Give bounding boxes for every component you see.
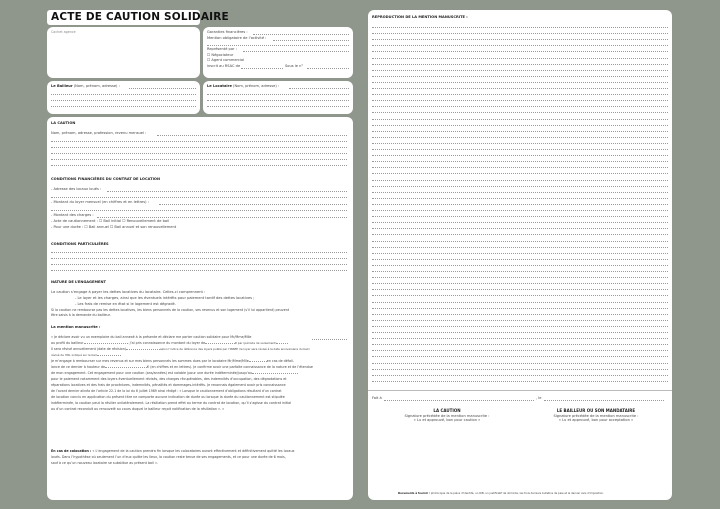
handwriting-line[interactable] [372,326,668,327]
handwriting-line[interactable] [372,228,668,229]
handwriting-line[interactable] [372,82,668,83]
represente-line[interactable] [243,51,349,52]
cp-line-3[interactable] [51,264,347,265]
handwriting-line[interactable] [372,253,668,254]
mention-activite-line[interactable] [273,40,349,41]
handwriting-line[interactable] [372,131,668,132]
cp-line-4[interactable] [51,270,347,271]
handwriting-line[interactable] [372,58,668,59]
handwriting-line[interactable] [372,222,668,223]
handwriting-line[interactable] [372,45,668,46]
conditions-part-heading: CONDITIONS PARTICULIÈRES [51,242,109,246]
handwriting-line[interactable] [372,155,668,156]
handwriting-line[interactable] [372,180,668,181]
mention-l13: ou d’un contrat reconduit ou renouvelé au cours duquel le bailleur reçoit notification de la résiliation ». » [51,407,225,411]
handwriting-line[interactable] [372,149,668,150]
mention-l11: de location conclu en application du présent titre ne comporte aucune indication de durée ou lorsque la durée du cautionnement est stipulée [51,395,285,399]
rsac-line[interactable] [241,68,283,69]
handwriting-line[interactable] [372,277,668,278]
handwriting-line[interactable] [372,308,668,309]
handwriting-line[interactable] [372,39,668,40]
checkbox-icon[interactable]: ☐ [98,219,103,223]
handwriting-line[interactable] [372,70,668,71]
nature-p1: La caution s’engage à payer les dettes locatives du locataire. Celles-ci comprennent : [51,290,206,294]
mention-activite-label: Mention obligatoire de l’activité : [207,35,267,40]
agency-stamp-box [47,27,200,78]
cp-line-1[interactable] [51,252,347,253]
locataire-line-1[interactable] [289,88,349,89]
bailleur-line-4[interactable] [51,106,196,107]
handwriting-line[interactable] [372,112,668,113]
bailleur-heading: Le Bailleur (Nom, prénom, adresse) : [51,84,120,88]
locataire-heading: Le Locataire (Nom, prénom, adresse) : [207,84,280,88]
mention-l2: au profit du bailleur . J’ai pris connaissance du montant du loyer de € par (période de versement) [51,341,288,346]
handwriting-line[interactable] [372,161,668,162]
main-form-panel [47,117,353,500]
mention-l9: réparations locatives et des frais de procédures, indemnités, pénalités et dommages-intérêts. Je reconnais également avoir pris connaissance [51,383,286,387]
colocation-l3: sauf à ce qu’un nouveau locataire se substitue au présent bail ». [51,461,159,465]
reproduction-heading: REPRODUCTION DE LA MENTION MANUSCRITE : [372,15,468,19]
handwriting-line[interactable] [372,241,668,242]
duree-row: - Pour une durée : ☐ Bail annuel ☐ Bail annuel et son renouvellement [51,225,177,229]
handwriting-line[interactable] [372,119,668,120]
nature-heading: NATURE DE L’ENGAGEMENT [51,280,106,284]
mention-l7: de mon engagement. Cet engagement pour une caution (ans/années) est valable (pour une durée indéterminée/jusqu’au [51,371,298,376]
bailleur-line-3[interactable] [51,100,196,101]
represente-label: Représenté par : [207,47,237,51]
agency-info-box [203,27,353,78]
cachet-label: Cachet agence [51,30,76,34]
handwriting-line[interactable] [372,173,668,174]
handwriting-line[interactable] [372,314,668,315]
checkbox-icon[interactable]: ☐ [207,58,211,62]
opt-negociateur[interactable]: ☐ Négociateur [207,52,234,57]
mention-l1: « Je déclare avoir vu un exemplaire du bail annexé à la présente et déclare me porter caution solidaire pour Mr/Mme/Mlle [51,335,252,339]
handwriting-line[interactable] [372,247,668,248]
caution-field-label: Nom, prénom, adresse, profession, revenu mensuel : [51,131,147,135]
handwriting-line[interactable] [372,106,668,107]
nature-p4: Si la caution ne rembourse pas les dettes locatives, les biens personnels de la caution, ses revenus et son logement (s’il lui appartient) peuvent [51,308,290,312]
mention-l5: Je m’engage à rembourser sur mes revenus et sur mes biens personnels les sommes dues par le locataire Mr/Mme/Mlle en cas de défail- [51,359,295,363]
handwriting-line[interactable] [372,295,668,296]
handwriting-line[interactable] [372,76,668,77]
signature-caution[interactable]: LA CAUTION Signature précédée de la mention manuscrite : « Lu et approuvé, bon pour caution » [404,408,490,423]
locataire-line-2[interactable] [207,94,349,95]
mention-l12: indéterminée, la caution peut la résilier unilatéralement. La résiliation prend effet au terme du contrat de location, qu’il s’agisse du contrat initial [51,401,292,405]
loyer-label: - Montant du loyer mensuel (en chiffres et en lettres) : [51,200,149,204]
caution-heading: LA CAUTION [51,121,76,125]
handwriting-line[interactable] [372,338,668,339]
handwriting-line[interactable] [372,344,668,345]
bailleur-line-2[interactable] [51,94,196,95]
opt-agent-commercial[interactable]: ☐ Agent commercial [207,58,245,62]
handwriting-line[interactable] [372,204,668,205]
mention-l6: lance de ce dernier à hauteur de € (en chiffres et en lettres). Je confirme avoir une parfaite connaissance de la nature et de l’étendue [51,365,313,369]
handwriting-line[interactable] [372,320,668,321]
handwriting-line[interactable] [372,64,668,65]
handwriting-line[interactable] [372,192,668,193]
handwriting-line[interactable] [372,283,668,284]
handwriting-line[interactable] [372,332,668,333]
page-title: ACTE DE CAUTION SOLIDAIRE [51,11,229,23]
nature-p3: - Les frais de remise en état si le logement est dégradé. [75,302,176,306]
loyer-line[interactable] [159,204,347,205]
le-label: , le [536,396,542,400]
checkbox-icon[interactable]: ☐ [109,225,114,229]
handwriting-line[interactable] [372,265,668,266]
nature-p2: - Le loyer et les charges, ainsi que les éventuels intérêts pour paiement tardif des dettes locatives ; [75,296,255,300]
caution-line-2[interactable] [51,141,347,142]
caution-line-3[interactable] [51,147,347,148]
sous-no-label: Sous le n° [285,63,304,68]
mention-l3: Il sera révisé annuellement (date de révision) selon l’indice de référence des loyers publié par l’INSEE (le loyer sera révisé à la date anniversaire du bail) [51,347,310,351]
cp-line-2[interactable] [51,258,347,259]
panel-divider [368,390,672,391]
checkbox-icon[interactable]: ☐ [122,219,126,223]
handwriting-line[interactable] [372,259,668,260]
mention-l4: révisé de l’IRL indiqué sur le bail [51,353,121,358]
documents-note: Documents à fournir : photocopie de la pièce d’identité, un RIB, un justificatif de domicile, les trois derniers bulletins de paie et le dernier avis d’imposition. [398,492,604,495]
colocation-l1: En cas de colocation : « L’engagement de la caution prendra fin lorsque les colocataires auront effectivement et définitivement quitté les locaux [51,449,295,453]
locataire-line-3[interactable] [207,100,349,101]
bailleur-box [47,81,200,114]
adresse-line-2[interactable] [51,197,347,198]
handwriting-line[interactable] [372,375,668,376]
caution-line-6[interactable] [51,165,347,166]
handwriting-lines[interactable] [372,27,668,387]
checkbox-icon[interactable]: ☐ [207,52,211,57]
locataire-line-4[interactable] [207,106,349,107]
fait-a-line[interactable] [384,400,534,401]
mention-l1-line[interactable] [312,339,347,340]
caution-line-5[interactable] [51,159,347,160]
handwriting-line[interactable] [372,234,668,235]
handwriting-line[interactable] [372,210,668,211]
handwriting-line[interactable] [372,363,668,364]
nature-p5: être saisis à la demande du bailleur. [51,313,111,317]
handwriting-line[interactable] [372,100,668,101]
handwriting-line[interactable] [372,369,668,370]
colocation-l2: loués. Dans l’hypothèse où seulement l’un d’eux quitte les lieux, la caution reste tenue de ses engagements, et ce pour une durée de 6 mois, [51,455,286,459]
conditions-fin-heading: CONDITIONS FINANCIÈRES DU CONTRAT DE LOCATION [51,177,160,181]
caution-line-1[interactable] [157,135,347,136]
handwriting-line[interactable] [372,137,668,138]
mention-l8: pour le paiement notamment des loyers éventuellement révisés, des charges récupérables, des indemnités d’occupation, des dégradations et [51,377,287,381]
charges-label: - Montant des charges : [51,213,94,217]
handwriting-line[interactable] [372,27,668,28]
handwriting-line[interactable] [372,125,668,126]
handwriting-line[interactable] [372,51,668,52]
rsac-number-line[interactable] [307,68,349,69]
fait-a-label: Fait à [372,396,382,400]
handwriting-line[interactable] [372,350,668,351]
handwriting-line[interactable] [372,198,668,199]
handwriting-line[interactable] [372,302,668,303]
mention-heading: La mention manuscrite : [51,325,101,329]
handwriting-line[interactable] [372,33,668,34]
signature-bailleur[interactable]: LE BAILLEUR OU SON MANDATAIRE Signature précédée de la mention manuscrite : « Lu et approuvé, bon pour acceptation » [553,408,639,423]
garanties-label: Garanties financières : [207,30,248,34]
caution-line-4[interactable] [51,153,347,154]
charges-line[interactable] [97,217,347,218]
bailleur-line-1[interactable] [129,88,196,89]
agency-line[interactable] [207,45,349,46]
handwriting-line[interactable] [372,94,668,95]
inscrit-label: inscrit au RSAC de [207,63,241,68]
handwriting-line[interactable] [372,271,668,272]
handwriting-line[interactable] [372,289,668,290]
handwriting-line[interactable] [372,356,668,357]
loyer-line-2[interactable] [51,210,347,211]
adresse-label: - Adresse des locaux loués : [51,187,102,191]
locataire-box [203,81,353,114]
acte-cautionnement-row: - Acte de cautionnement : ☐ Bail initial ☐ Renouvellement de bail [51,219,170,223]
handwriting-line[interactable] [372,143,668,144]
handwriting-line[interactable] [372,88,668,89]
handwriting-line[interactable] [372,216,668,217]
handwriting-line[interactable] [372,167,668,168]
date-line[interactable] [544,400,664,401]
handwriting-line[interactable] [372,186,668,187]
checkbox-icon[interactable]: ☐ [84,225,88,229]
handwritten-reproduction-panel [368,10,672,500]
handwriting-line[interactable] [372,381,668,382]
adresse-line[interactable] [107,191,347,192]
mention-l10: de l’avant dernier alinéa de l’article 22-1 de la loi du 6 juillet 1989 ainsi rédigé : « Lorsque le cautionnement d’obligations résultant d’un contrat [51,389,282,393]
garanties-line[interactable] [253,34,349,35]
